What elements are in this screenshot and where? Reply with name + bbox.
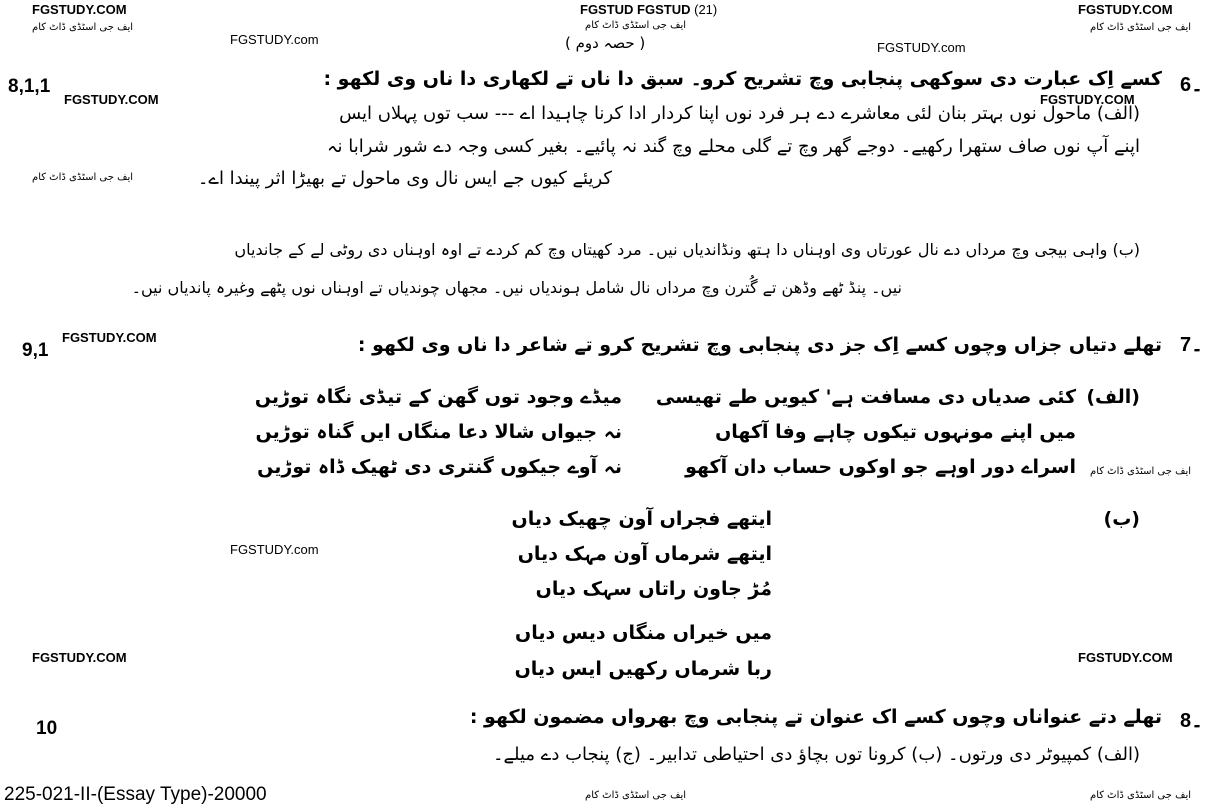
question-number: 7۔	[1180, 334, 1203, 356]
passage-line: نیں۔ پنڈ ٹھے وڈھن تے گُترن وچ مرداں نال شامل ہوندیاں نیں۔ مجھاں چوندیاں تے اوہناں نوں پٹھے وغیرہ پاندیاں نیں۔	[131, 278, 902, 297]
watermark: FGSTUDY.COM	[32, 2, 127, 17]
verse-line: ربا شرماں رکھیں ایس دیاں	[514, 658, 772, 680]
watermark: ایف جی اسٹڈی ڈاٹ کام	[1090, 22, 1192, 33]
question-prompt: کسے اِک عبارت دی سوکھی پنجابی وچ تشریح کرو۔ سبق دا ناں تے لکھاری دا ناں وی لکھو :	[323, 68, 1162, 90]
question-prompt: تھلے دتے عنواناں وچوں کسے اک عنوان تے پنجابی وچ بھرواں مضمون لکھو :	[469, 706, 1162, 728]
passage-line: (الف) ماحول نوں بہتر بنان لئی معاشرے دے ہر فرد نوں اپنا کردار ادا کرنا چاہیدا اے --- سب توں پہلاں ایس	[339, 103, 1140, 124]
verse-line: اسراے دور اوہے جو اوکوں حساب دان آکھو	[685, 456, 1076, 478]
verse-line: ایتھے شرماں آون مہک دیاں	[517, 543, 772, 565]
passage-line: (ب) واہی بیجی وچ مرداں دے نال عورتاں وی اوہناں دا ہتھ ونڈاندیاں نیں۔ مرد کھیتاں وچ کم کردے تے اوہ اوہناں دی روٹی لے کے جاندیاں	[234, 240, 1140, 259]
watermark: ایف جی اسٹڈی ڈاٹ کام	[585, 20, 687, 31]
part-label: (الف)	[1086, 386, 1140, 408]
verse-line: میں اپنے مونہوں تیکوں چاہے وفا آکھاں	[715, 421, 1076, 443]
question-number: 6۔	[1180, 74, 1203, 96]
verse-line: ایتھے فجراں آون چھیک دیاں	[511, 508, 772, 530]
question-number: 8۔	[1180, 710, 1203, 732]
passage-line: اپنے آپ نوں صاف ستھرا رکھیے۔ دوجے گھر وچ تے گلی محلے وچ گند نہ پائیے۔ بغیر کسی وجہ دے شور شرابا نہ	[326, 136, 1140, 157]
verse-line: میں خیراں منگاں دیس دیاں	[515, 622, 772, 644]
verse-line: نہ جیواں شالا دعا منگاں ایں گناہ توڑیں	[255, 421, 622, 443]
question-marks: 9,1	[22, 340, 49, 361]
watermark: FGSTUDY.com	[230, 32, 319, 47]
watermark: ایف جی اسٹڈی ڈاٹ کام	[32, 172, 134, 183]
verse-line: مُڑ جاون راتاں سہک دیاں	[535, 578, 772, 600]
question-marks: 10	[36, 718, 58, 739]
watermark: FGSTUDY.COM	[64, 92, 159, 107]
question-prompt: تھلے دتیاں جزاں وچوں کسے اِک جز دی پنجابی وچ تشریح کرو تے شاعر دا ناں وی لکھو :	[357, 334, 1162, 356]
watermark: FGSTUDY.COM	[1078, 2, 1173, 17]
section-title: ( حصہ دوم )	[565, 34, 646, 52]
watermark: FGSTUDY.COM	[62, 330, 157, 345]
paper-code: 225-021-II-(Essay Type)-20000	[4, 784, 267, 805]
verse-line: کئی صدیاں دی مسافت ہے' کیویں طے تھیسی	[655, 386, 1076, 408]
part-label: (ب)	[1103, 508, 1140, 530]
watermark: FGSTUDY.com	[230, 542, 319, 557]
watermark: ایف جی اسٹڈی ڈاٹ کام	[1090, 466, 1192, 477]
watermark: ایف جی اسٹڈی ڈاٹ کام	[32, 22, 134, 33]
watermark: FGSTUDY.COM	[32, 650, 127, 665]
passage-line: کریئے کیوں جے ایس نال وی ماحول تے بھیڑا اثر پیندا اے۔	[197, 168, 612, 189]
page-number: (21)	[694, 2, 718, 17]
watermark: ایف جی اسٹڈی ڈاٹ کام	[585, 790, 687, 801]
essay-topics: (الف) کمپیوٹر دی ورتوں۔ (ب) کرونا توں بچاؤ دی احتیاطی تدابیر۔ (ج) پنجاب دے میلے۔	[492, 744, 1140, 765]
verse-line: نہ آوے جیکوں گنتری دی ٹھیک ڈاہ توڑیں	[257, 456, 622, 478]
watermark: ایف جی اسٹڈی ڈاٹ کام	[1090, 790, 1192, 801]
watermark: FGSTUDY.COM	[1040, 92, 1135, 107]
question-marks: 8,1,1	[8, 76, 51, 97]
verse-line: میڈے وجود توں گھن کے تیڈی نگاہ توڑیں	[254, 386, 622, 408]
watermark: FGSTUD FGSTUD (21)	[580, 2, 718, 17]
watermark: FGSTUDY.com	[877, 40, 966, 55]
watermark: FGSTUDY.COM	[1078, 650, 1173, 665]
